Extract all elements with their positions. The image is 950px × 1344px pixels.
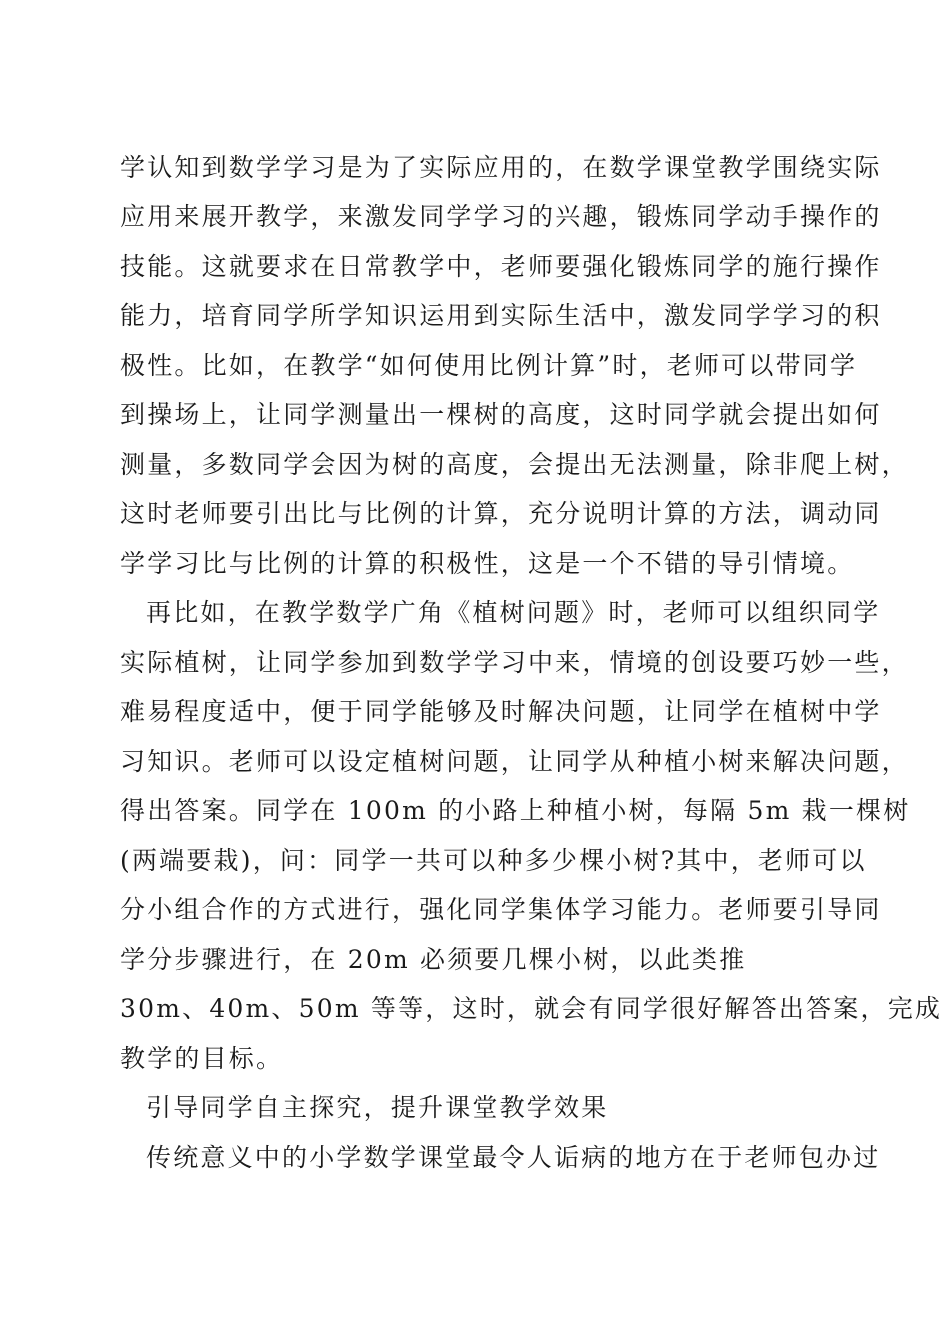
text-line: 难易程度适中，便于同学能够及时解决问题，让同学在植树中学	[120, 697, 882, 726]
text-line: 测量，多数同学会因为树的高度，会提出无法测量，除非爬上树，	[120, 450, 909, 479]
text-line: (两端要栽)，问：同学一共可以种多少棵小树?其中，老师可以	[120, 846, 867, 875]
text-line: 技能。这就要求在日常教学中，老师要强化锻炼同学的施行操作	[120, 252, 882, 281]
text-line: 30m、40m、50m 等等，这时，就会有同学很好解答出答案，完成	[120, 994, 943, 1023]
text-line: 能力，培育同学所学知识运用到实际生活中，激发同学学习的积	[120, 301, 882, 330]
text-line: 到操场上，让同学测量出一棵树的高度，这时同学就会提出如何	[120, 400, 882, 429]
text-line: 得出答案。同学在 100m 的小路上种植小树，每隔 5m 栽一棵树	[120, 796, 911, 825]
section-heading: 引导同学自主探究，提升课堂教学效果	[146, 1093, 609, 1122]
text-line: 教学的目标。	[120, 1044, 284, 1073]
text-line: 实际植树，让同学参加到数学学习中来，情境的创设要巧妙一些，	[120, 648, 909, 677]
text-line: 分小组合作的方式进行，强化同学集体学习能力。老师要引导同	[120, 895, 882, 924]
text-line: 这时老师要引出比与比例的计算，充分说明计算的方法，调动同	[120, 499, 882, 528]
text-line: 应用来展开教学，来激发同学学习的兴趣，锻炼同学动手操作的	[120, 202, 882, 231]
paragraph-first-line: 再比如，在教学数学广角《植树问题》时，老师可以组织同学	[146, 598, 881, 627]
text-line: 学学习比与比例的计算的积极性，这是一个不错的导引情境。	[120, 549, 855, 578]
text-line: 学分步骤进行，在 20m 必须要几棵小树，以此类推	[120, 945, 747, 974]
paragraph-first-line: 传统意义中的小学数学课堂最令人诟病的地方在于老师包办过	[146, 1143, 881, 1172]
text-line: 学认知到数学学习是为了实际应用的，在数学课堂教学围绕实际	[120, 153, 882, 182]
text-line: 习知识。老师可以设定植树问题，让同学从种植小树来解决问题，	[120, 747, 909, 776]
text-line: 极性。比如，在教学“如何使用比例计算”时，老师可以带同学	[120, 351, 858, 380]
